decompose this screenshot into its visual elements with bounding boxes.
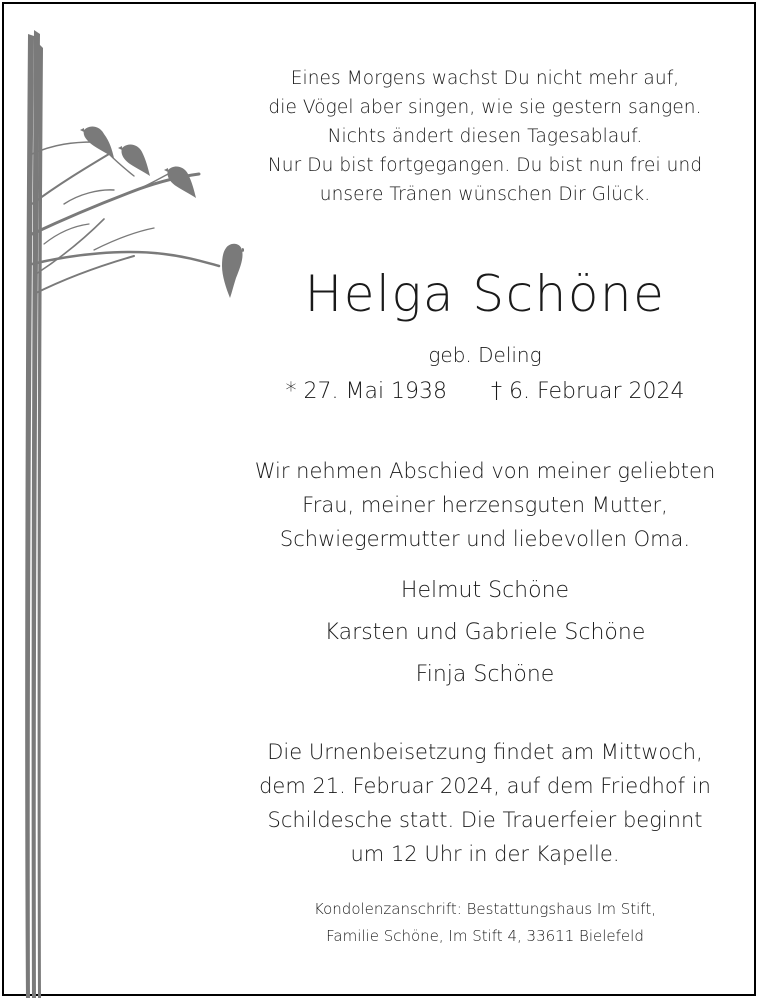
condolence-address <box>204 896 762 950</box>
poem-line: Eines Morgens wachst Du nicht mehr auf, <box>290 68 680 89</box>
bird-silhouette <box>118 145 150 176</box>
contact-line: Kondolenzanschrift: Bestattungshaus Im Stift, <box>314 900 656 918</box>
farewell-line: Wir nehmen Abschied von meiner geliebten <box>254 459 716 483</box>
poem <box>204 64 762 209</box>
farewell-text <box>204 454 762 556</box>
poem-line: Nur Du bist fortgegangen. Du bist nun frei und <box>267 155 703 176</box>
farewell-line: Frau, meiner herzensguten Mutter, <box>302 493 668 517</box>
birth-date: * 27. Mai 1938 <box>285 379 448 404</box>
branch <box>94 228 154 250</box>
family-member: Karsten und Gabriele Schöne <box>324 620 646 645</box>
funeral-info <box>204 735 762 871</box>
contact-line: Familie Schöne, Im Stift 4, 33611 Bielefeld <box>326 927 644 945</box>
branch <box>34 256 134 294</box>
life-dates <box>204 376 762 408</box>
funeral-line: Die Urnenbeisetzung findet am Mittwoch, <box>267 740 703 764</box>
birth-name: geb. Deling <box>428 343 542 367</box>
farewell-line: Schwiegermutter und liebevollen Oma. <box>279 527 691 551</box>
family-member: Finja Schöne <box>415 662 555 687</box>
obituary-frame <box>2 2 756 996</box>
poem-line: unsere Tränen wünschen Dir Glück. <box>319 184 651 205</box>
deceased-name: Helga Schöne <box>304 265 666 323</box>
poem-line: Nichts ändert diesen Tagesablauf. <box>327 126 643 147</box>
poem-line: die Vögel aber singen, wie sie gestern sangen. <box>268 97 702 118</box>
branch <box>32 154 109 204</box>
family-member: Helmut Schöne <box>400 578 570 603</box>
death-date: † 6. Februar 2024 <box>491 379 685 404</box>
family-names <box>204 570 762 696</box>
bird-silhouette <box>164 167 196 198</box>
funeral-line: um 12 Uhr in der Kapelle. <box>350 842 620 866</box>
funeral-line: Schildesche statt. Die Trauerfeier beginnt <box>267 808 703 832</box>
funeral-line: dem 21. Februar 2024, auf dem Friedhof in <box>259 774 711 798</box>
